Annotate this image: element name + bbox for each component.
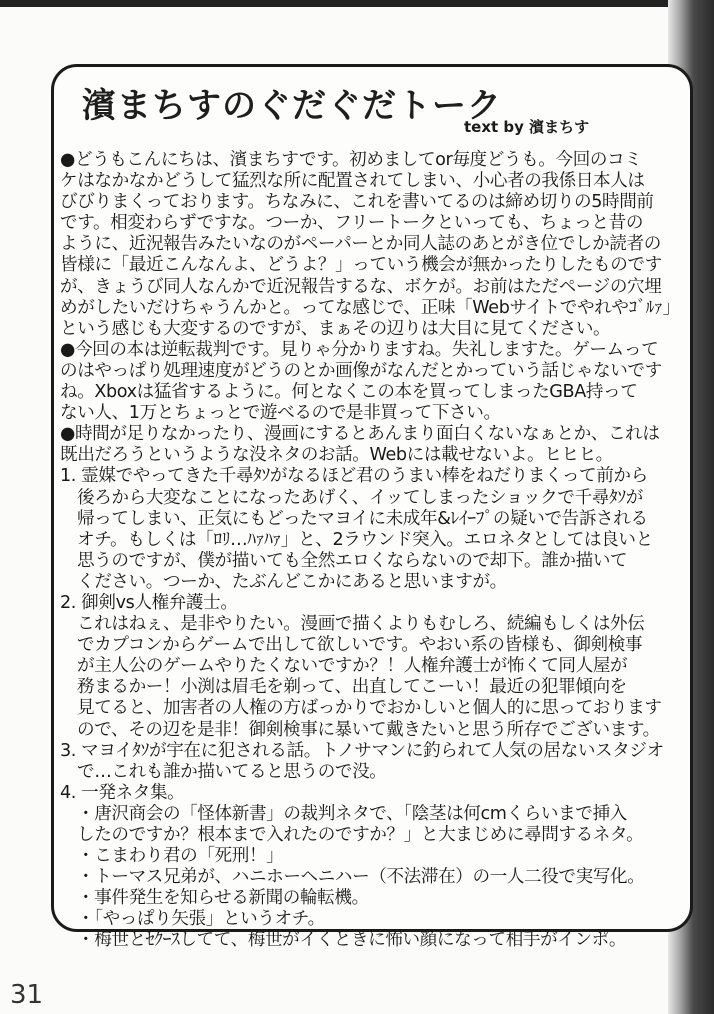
text-line: ケはなかなかどうして猛烈な所に配置されてしまい、小心者の我係日本人は xyxy=(60,171,645,192)
text-line: ●どうもこんにちは、濱まちすです。初めましてor毎度どうも。今回のコミ xyxy=(60,150,642,170)
text-line: 皆様に「最近こんなんよ、どうよ？」っていう機会が無かったりしたものです xyxy=(60,255,662,276)
text-line: オチ。もしくは「ﾛﾘ…ﾊｧﾊｧ」と、2ラウンド突入。エロネタとしては良いと xyxy=(77,529,653,550)
text-line: が、きょうび同人なんかで近況報告するな、ボケが。お前はただページの穴埋 xyxy=(60,276,662,297)
text-line: 既出だろうというような没ネタのお話。Webには載せないよ。ヒヒヒ。 xyxy=(60,445,613,466)
text-line: ・唐沢商会の「怪体新書」の裁判ネタで、「陰茎は何cmくらいまで挿入 xyxy=(77,803,627,824)
text-line: ください。つーか、たぶんどこかにあると思いますが。 xyxy=(77,571,507,592)
text-line: ・「やっぱり矢張」というオチ。 xyxy=(77,909,325,930)
text-line: という感じも大変するのですが、まぁその辺りは大目に見てください。 xyxy=(60,318,611,339)
article-title: 濱まちすのぐだぐだトーク xyxy=(82,86,502,126)
text-line: で…これも誰か描いてると思うので没。 xyxy=(77,761,387,782)
text-line: のはやっぱり処理速度がどうのとか画像がなんだとかっていう話じゃないです xyxy=(60,360,662,381)
text-block xyxy=(60,762,690,783)
text-line: ように、近況報告みたいなのがペーパーとか同人誌のあとがき位でしか読者の xyxy=(60,234,661,255)
text-line: 務まるかー！小渕は眉毛を剃って、出直してこーい！最近の犯罪傾向を xyxy=(77,677,627,698)
text-line: が主人公のゲームやりたくないですか？！人権弁護士が怖くて同人屋が xyxy=(77,656,628,677)
text-block xyxy=(60,150,690,340)
text-line: ●今回の本は逆転裁判です。見りゃ分かりますね。失礼しますた。ゲームって xyxy=(60,339,659,360)
article-body xyxy=(60,150,690,952)
text-line: びびりまくっております。ちなみに、これを書いてるのは締め切りの5時間前 xyxy=(60,192,654,213)
text-line: 思うのですが、僕が描いても全然エロくならないので却下。誰か描いて xyxy=(77,550,628,571)
text-block xyxy=(60,741,690,762)
text-line: 4. 一発ネタ集。 xyxy=(60,782,185,803)
text-block xyxy=(60,593,690,614)
page-number: 31 xyxy=(10,980,44,1010)
text-line: ・トーマス兄弟が、ハニホーヘニハー（不法滞在）の一人二役で実写化。 xyxy=(77,867,645,888)
text-block xyxy=(60,804,690,952)
text-line: ・事件発生を知らせる新聞の輪転機。 xyxy=(77,888,369,909)
scan-top-border xyxy=(0,0,714,7)
text-line: でカプコンからゲームで出して欲しいです。やおい系の皆様も、御剣検事 xyxy=(77,635,643,656)
text-block xyxy=(60,466,690,487)
text-block xyxy=(60,340,690,424)
text-block xyxy=(60,783,690,804)
text-line: めがしたいだけちゃうんかと。ってな感じで、正味「Webサイトでやれやｺﾞﾙｧ」 xyxy=(60,297,680,318)
text-line: したのですか？根本まで入れたのですか？」と大まじめに尋問するネタ。 xyxy=(77,825,644,845)
text-line: ので、その辺を是非！御剣検事に暴いて戴きたいと思う所存でございます。 xyxy=(77,719,660,740)
text-line: ・梅世とｾｸｰｽしてて、梅世がイくときに怖い顔になって相手がインポ。 xyxy=(77,930,627,951)
text-line: 見てると、加害者の人権の方ばっかりでおかしいと個人的に思っております xyxy=(77,698,662,719)
text-block xyxy=(60,614,690,741)
article-byline: text by 濱まちす xyxy=(464,118,590,136)
text-line: です。相変わらずですな。つーか、フリートークといっても、ちょっと昔の xyxy=(60,213,644,234)
text-block xyxy=(60,424,690,466)
text-line: ない人、1万とちょっとで遊べるので是非買って下さい。 xyxy=(60,403,501,424)
text-line: ・こまわり君の「死刑！」 xyxy=(77,846,284,867)
text-line: 帰ってしまい、正気にもどったマヨイに未成年&ﾚｲｰﾌﾟの疑いで告訴される xyxy=(77,508,648,529)
text-line: ●時間が足りなかったり、漫画にするとあんまり面白くないなぁとか、これは xyxy=(60,424,660,445)
text-line: これはねぇ、是非やりたい。漫画で描くよりもむしろ、続編もしくは外伝 xyxy=(77,614,645,635)
text-line: 3. マヨイﾀｿが宇在に犯される話。トノサマンに釣られて人気の居ないスタジオ xyxy=(60,740,664,761)
text-line: ね。Xboxは猛省するように。何となくこの本を買ってしまったGBA持って xyxy=(60,382,638,403)
text-line: 2. 御剣vs人権弁護士。 xyxy=(60,592,238,613)
text-block xyxy=(60,488,690,593)
text-line: 後ろから大変なことになったあげく、イッてしまったショックで千尋ﾀｿが xyxy=(77,487,643,508)
text-line: 1. 霊媒でやってきた千尋ﾀｿがなるほど君のうまい棒をねだりまくって前から xyxy=(60,466,648,487)
